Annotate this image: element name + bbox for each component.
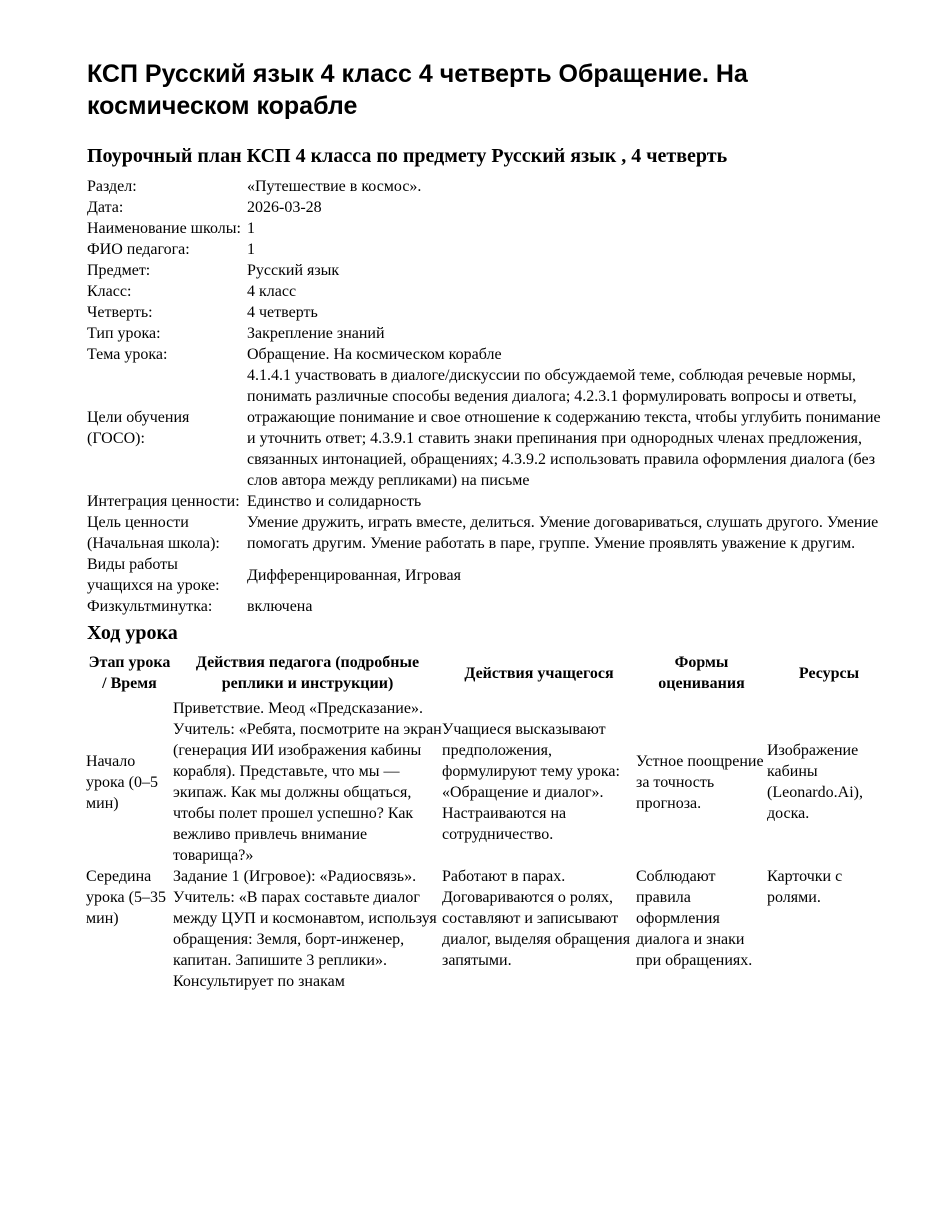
info-row bbox=[87, 365, 892, 491]
info-label: Четверть: bbox=[87, 304, 153, 321]
page-title: КСП Русский язык 4 класс 4 четверть Обращение. На космическом корабле bbox=[87, 60, 748, 120]
header-assessment: Формы оценивания bbox=[658, 654, 745, 692]
info-label: Физкультминутка: bbox=[87, 598, 213, 615]
info-value: Дифференцированная, Игровая bbox=[247, 566, 461, 584]
info-label: Дата: bbox=[87, 199, 124, 216]
info-value: «Путешествие в космос». bbox=[247, 178, 422, 195]
lesson-heading: Ход урока bbox=[87, 622, 178, 644]
info-value: включена bbox=[247, 598, 313, 615]
header-teacher-actions: Действия педагога (подробные реплики и инструкции) bbox=[195, 654, 420, 692]
info-row bbox=[87, 512, 892, 554]
info-table bbox=[87, 176, 892, 617]
header-stage: Этап урока / Время bbox=[88, 654, 171, 692]
info-value: 1 bbox=[247, 241, 255, 258]
info-label: Цель ценности (Начальная школа): bbox=[87, 514, 220, 552]
info-value: 2026-03-28 bbox=[247, 199, 322, 216]
info-row bbox=[87, 596, 892, 617]
info-value: Обращение. На космическом корабле bbox=[247, 346, 502, 363]
info-row bbox=[87, 302, 892, 323]
info-row bbox=[87, 323, 892, 344]
info-label: Виды работы учащихся на уроке: bbox=[87, 556, 220, 594]
info-value: Закрепление знаний bbox=[247, 325, 385, 342]
cell-student-actions: Учащиеся высказывают предположения, формулируют тему урока: «Обращение и диалог». Настраиваются на сотрудничество. bbox=[442, 721, 620, 843]
cell-resources: Карточки с ролями. bbox=[767, 868, 843, 906]
info-row bbox=[87, 554, 892, 596]
cell-assessment: Устное поощрение за точность прогноза. bbox=[636, 752, 764, 812]
info-label: Интеграция ценности: bbox=[87, 493, 240, 510]
header-student-actions: Действия учащегося bbox=[464, 664, 614, 682]
cell-stage: Начало урока (0–5 мин) bbox=[86, 752, 158, 812]
info-value: 4 четверть bbox=[247, 304, 318, 321]
info-value: Единство и солидарность bbox=[247, 493, 422, 510]
header-resources: Ресурсы bbox=[798, 664, 860, 682]
info-label: Наименование школы: bbox=[87, 220, 241, 237]
info-row bbox=[87, 344, 892, 365]
cell-teacher-actions: Задание 1 (Игровое): «Радиосвязь». Учитель: «В парах составьте диалог между ЦУП и космонавтом, используя обращения: Земля, борт-инженер, капитан. Запишите 3 реплики». Консультирует по знакам bbox=[173, 868, 437, 990]
info-row bbox=[87, 260, 892, 281]
cell-student-actions: Работают в парах. Договариваются о ролях, составляют и записывают диалог, выделяя обращения запятыми. bbox=[442, 868, 631, 969]
info-value: 4 класс bbox=[247, 283, 297, 300]
info-row bbox=[87, 491, 892, 512]
info-label: Цели обучения (ГОСО): bbox=[87, 409, 190, 447]
lesson-table bbox=[86, 651, 891, 992]
document-page bbox=[87, 58, 892, 992]
info-row bbox=[87, 281, 892, 302]
info-label: Предмет: bbox=[87, 262, 151, 279]
info-row bbox=[87, 218, 892, 239]
info-label: Тип урока: bbox=[87, 325, 161, 342]
info-value: Русский язык bbox=[247, 262, 340, 279]
cell-resources: Изображение кабины (Leonardo.Ai), доска. bbox=[767, 742, 863, 822]
cell-assessment: Соблюдают правила оформления диалога и знаки при обращениях. bbox=[636, 868, 753, 969]
cell-stage: Середина урока (5–35 мин) bbox=[86, 868, 166, 927]
info-row bbox=[87, 239, 892, 260]
info-label: ФИО педагога: bbox=[87, 241, 190, 258]
info-row bbox=[87, 176, 892, 197]
info-label: Тема урока: bbox=[87, 346, 168, 363]
info-value: 1 bbox=[247, 220, 255, 237]
lesson-row bbox=[86, 866, 891, 992]
info-label: Класс: bbox=[87, 283, 132, 300]
info-row bbox=[87, 197, 892, 218]
info-label: Раздел: bbox=[87, 178, 137, 195]
cell-teacher-actions: Приветствие. Меод «Предсказание». Учитель: «Ребята, посмотрите на экран (генерация ИИ изображения кабины корабля). Представьте, что мы — экипаж. Как мы должны общаться, чтобы полет прошел успешно? Как вежливо привлечь внимание товарища?» bbox=[173, 700, 442, 864]
lesson-header-row bbox=[86, 651, 891, 698]
lesson-row bbox=[86, 698, 891, 866]
info-value: Умение дружить, играть вместе, делиться. Умение договариваться, слушать другого. Умение помогать другим. Умение работать в паре, группе. Умение проявлять уважение к другим. bbox=[247, 514, 879, 552]
info-value: 4.1.4.1 участвовать в диалоге/дискуссии по обсуждаемой теме, соблюдая речевые нормы, понимать различные способы ведения диалога; 4.2.3.1 формулировать вопросы и ответы, отражающие понимание и свое отношение к содержанию текста, чтобы углубить понимание и уточнить ответ; 4.3.9.1 ставить знаки препинания при однородных членах предложения, связанных интонацией, обращениях; 4.3.9.2 использовать правила оформления диалога (без слов автора между репликами) на письме bbox=[247, 367, 881, 489]
plan-subtitle: Поурочный план КСП 4 класса по предмету Русский язык , 4 четверть bbox=[87, 145, 728, 167]
